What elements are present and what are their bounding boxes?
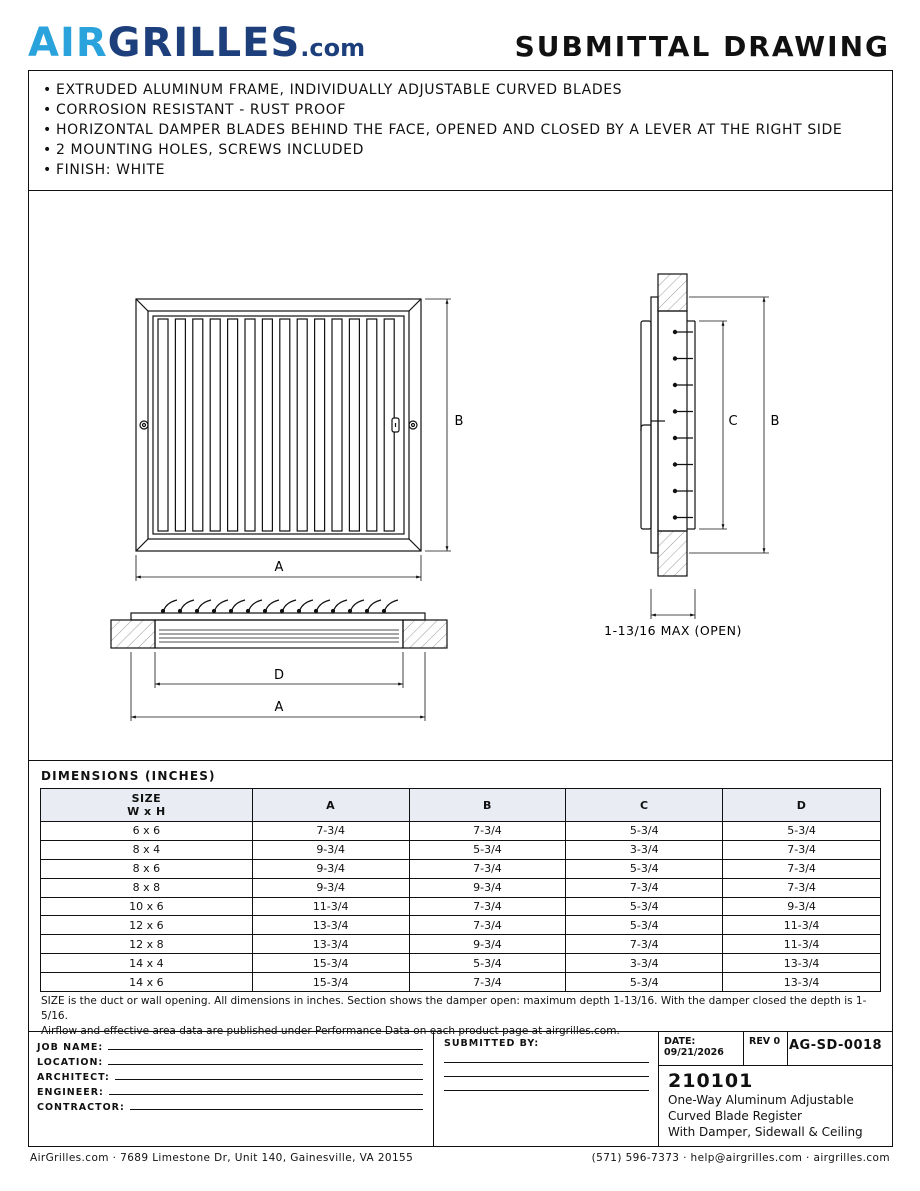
table-cell: 7-3/4 (409, 897, 566, 916)
table-cell: 9-3/4 (252, 859, 409, 878)
table-cell: 7-3/4 (409, 973, 566, 992)
dimensions-table (40, 788, 881, 992)
blade (245, 319, 255, 531)
damper-pivot (673, 489, 676, 492)
blade-pivot (230, 610, 233, 613)
col-size: SIZE W x H (41, 789, 253, 822)
footnote-line: Airflow and effective area data are published under Performance Data on each product page at airgrilles.com. (41, 1025, 620, 1037)
table-row (41, 822, 881, 841)
model-number: 210101 (668, 1070, 754, 1092)
section-dim-a: A (274, 700, 284, 715)
note-item: • CORROSION RESISTANT - RUST PROOF (43, 100, 892, 120)
blade-pivot (383, 610, 386, 613)
table-row (41, 916, 881, 935)
table-cell: 7-3/4 (723, 859, 881, 878)
drawing-sheet (28, 70, 893, 1147)
damper-pivot (673, 516, 676, 519)
blade-curl (299, 600, 313, 613)
wall-top (658, 274, 687, 311)
table-cell: 14 x 6 (41, 973, 253, 992)
job-info (29, 1032, 434, 1147)
logo-grilles-text: GRILLES (107, 20, 301, 66)
blade-pivot (213, 610, 216, 613)
product-notes (29, 71, 892, 191)
col-d: D (723, 789, 881, 822)
table-cell: 14 x 4 (41, 954, 253, 973)
table-cell: 12 x 6 (41, 916, 253, 935)
mounting-hole-right (409, 421, 417, 429)
note-item: • HORIZONTAL DAMPER BLADES BEHIND THE FACE, OPENED AND CLOSED BY A LEVER AT THE RIGHT SIDE (43, 120, 892, 140)
blade (262, 319, 272, 531)
table-cell: 7-3/4 (566, 935, 723, 954)
submitted-by-section (434, 1032, 659, 1147)
table-header-row (41, 789, 881, 822)
table-cell: 5-3/4 (566, 822, 723, 841)
blade-pivot (332, 610, 335, 613)
table-cell: 13-3/4 (723, 954, 881, 973)
table-cell: 12 x 8 (41, 935, 253, 954)
wall-left (111, 620, 155, 648)
technical-drawing (29, 191, 892, 761)
blade-pivot (247, 610, 250, 613)
blade-curl (282, 600, 296, 613)
table-cell: 3-3/4 (566, 954, 723, 973)
front-blades (158, 319, 394, 531)
architect-field[interactable]: ARCHITECT: (37, 1068, 433, 1083)
side-damper-blades (673, 330, 693, 519)
blade-curl (214, 600, 228, 613)
blade-curl (367, 600, 381, 613)
table-cell: 5-3/4 (566, 973, 723, 992)
date-cell: DATE: 09/21/2026 (659, 1032, 744, 1065)
col-b: B (409, 789, 566, 822)
table-row (41, 935, 881, 954)
submitted-by-line[interactable] (444, 1049, 649, 1063)
blade-curl (265, 600, 279, 613)
table-cell: 3-3/4 (566, 840, 723, 859)
table-cell: 13-3/4 (252, 935, 409, 954)
table-cell: 5-3/4 (409, 954, 566, 973)
damper-pivot (673, 383, 676, 386)
blade-pivot (366, 610, 369, 613)
blade-curl (316, 600, 330, 613)
table-cell: 11-3/4 (723, 935, 881, 954)
mounting-hole-left (140, 421, 148, 429)
blade-curl (197, 600, 211, 613)
logo-com-text: .com (300, 34, 366, 62)
table-cell: 7-3/4 (409, 859, 566, 878)
side-dim-b: B (770, 414, 780, 429)
blade (193, 319, 203, 531)
table-cell: 7-3/4 (723, 878, 881, 897)
blade (297, 319, 307, 531)
table-row (41, 954, 881, 973)
table-cell: 5-3/4 (723, 822, 881, 841)
front-view (136, 299, 451, 581)
table-row (41, 897, 881, 916)
note-item: • EXTRUDED ALUMINUM FRAME, INDIVIDUALLY ADJUSTABLE CURVED BLADES (43, 80, 892, 100)
table-cell: 15-3/4 (252, 954, 409, 973)
drawing-number: AG-SD-0018 (789, 1038, 883, 1053)
blade-pivot (264, 610, 267, 613)
section-blades (162, 600, 399, 613)
blade (315, 319, 325, 531)
page-header (28, 20, 892, 70)
table-cell: 5-3/4 (409, 840, 566, 859)
note-item: • 2 MOUNTING HOLES, SCREWS INCLUDED (43, 140, 892, 160)
blade (367, 319, 377, 531)
dimensions-title: DIMENSIONS (INCHES) (41, 769, 216, 783)
blade-curl (333, 600, 347, 613)
table-cell: 13-3/4 (723, 973, 881, 992)
table-cell: 9-3/4 (409, 878, 566, 897)
front-dim-a: A (274, 560, 284, 575)
page-footer (30, 1152, 890, 1164)
table-cell: 15-3/4 (252, 973, 409, 992)
side-view (641, 274, 769, 619)
damper-pivot (673, 463, 676, 466)
submitted-by-label: SUBMITTED BY: (444, 1038, 540, 1049)
footer-contact[interactable]: (571) 596-7373 · help@airgrilles.com · airgrilles.com (591, 1152, 890, 1164)
table-cell: 7-3/4 (566, 878, 723, 897)
blade (210, 319, 220, 531)
product-description: One-Way Aluminum Adjustable Curved Blade Register With Damper, Sidewall & Ceiling (668, 1093, 863, 1139)
damper-pivot (673, 330, 676, 333)
logo-air-text: AIR (28, 20, 108, 66)
page-title: SUBMITTAL DRAWING (514, 30, 890, 63)
blade-pivot (298, 610, 301, 613)
table-cell: 11-3/4 (723, 916, 881, 935)
damper-pivot (673, 436, 676, 439)
table-cell: 10 x 6 (41, 897, 253, 916)
blade (158, 319, 168, 531)
blade-pivot (196, 610, 199, 613)
table-cell: 8 x 8 (41, 878, 253, 897)
blade-pivot (162, 610, 165, 613)
engineer-field[interactable]: ENGINEER: (37, 1083, 433, 1098)
damper-pivot (673, 410, 676, 413)
blade-pivot (349, 610, 352, 613)
blade-pivot (281, 610, 284, 613)
blade (332, 319, 342, 531)
rev-cell: REV 0 (744, 1032, 788, 1065)
blade (349, 319, 359, 531)
table-cell: 7-3/4 (252, 822, 409, 841)
blade-curl (248, 600, 262, 613)
table-cell: 6 x 6 (41, 822, 253, 841)
blade-curl (163, 600, 177, 613)
drawing-canvas (29, 191, 891, 761)
airgrilles-logo[interactable] (28, 20, 365, 66)
table-cell: 7-3/4 (409, 822, 566, 841)
blade-pivot (179, 610, 182, 613)
table-row (41, 973, 881, 992)
front-outer-frame (136, 299, 421, 551)
date-value: 09/21/2026 (664, 1047, 724, 1058)
table-cell: 9-3/4 (252, 840, 409, 859)
blade (280, 319, 290, 531)
table-cell: 7-3/4 (409, 916, 566, 935)
damper-pivot (673, 357, 676, 360)
submitted-by-line[interactable] (444, 1077, 649, 1091)
col-a: A (252, 789, 409, 822)
table-row (41, 859, 881, 878)
table-cell: 5-3/4 (566, 859, 723, 878)
table-cell: 9-3/4 (252, 878, 409, 897)
front-dim-b: B (454, 414, 464, 429)
side-dim-c: C (728, 414, 738, 429)
contractor-field[interactable]: CONTRACTOR: (37, 1098, 433, 1113)
blade-curl (350, 600, 364, 613)
blade-curl (180, 600, 194, 613)
table-cell: 8 x 4 (41, 840, 253, 859)
section-dim-d: D (273, 668, 285, 683)
table-cell: 13-3/4 (252, 916, 409, 935)
job-name-field[interactable]: JOB NAME: (37, 1038, 433, 1053)
blade-pivot (315, 610, 318, 613)
table-cell: 7-3/4 (723, 840, 881, 859)
blade-curl (384, 600, 398, 613)
side-face (651, 297, 658, 553)
footer-address: AirGrilles.com · 7689 Limestone Dr, Unit 140, Gainesville, VA 20155 (30, 1152, 414, 1164)
wall-bottom (658, 531, 687, 576)
blade (175, 319, 185, 531)
submitted-by-line[interactable] (444, 1063, 649, 1077)
title-block (29, 1031, 892, 1147)
table-cell: 5-3/4 (566, 897, 723, 916)
table-row (41, 840, 881, 859)
blade (228, 319, 238, 531)
wall-right (403, 620, 447, 648)
table-cell: 8 x 6 (41, 859, 253, 878)
table-row (41, 878, 881, 897)
table-cell: 5-3/4 (566, 916, 723, 935)
note-item: • FINISH: WHITE (43, 160, 892, 180)
side-depth-label: 1-13/16 MAX (OPEN) (604, 623, 742, 638)
col-c: C (566, 789, 723, 822)
table-cell: 11-3/4 (252, 897, 409, 916)
table-cell: 9-3/4 (723, 897, 881, 916)
table-cell: 9-3/4 (409, 935, 566, 954)
drawing-info (659, 1032, 892, 1147)
blade-curl (231, 600, 245, 613)
location-field[interactable]: LOCATION: (37, 1053, 433, 1068)
footnote-line: SIZE is the duct or wall opening. All dimensions in inches. Section shows the damper open: maximum depth 1-13/16. With the damper closed the depth is 1-5/16. (41, 995, 867, 1022)
